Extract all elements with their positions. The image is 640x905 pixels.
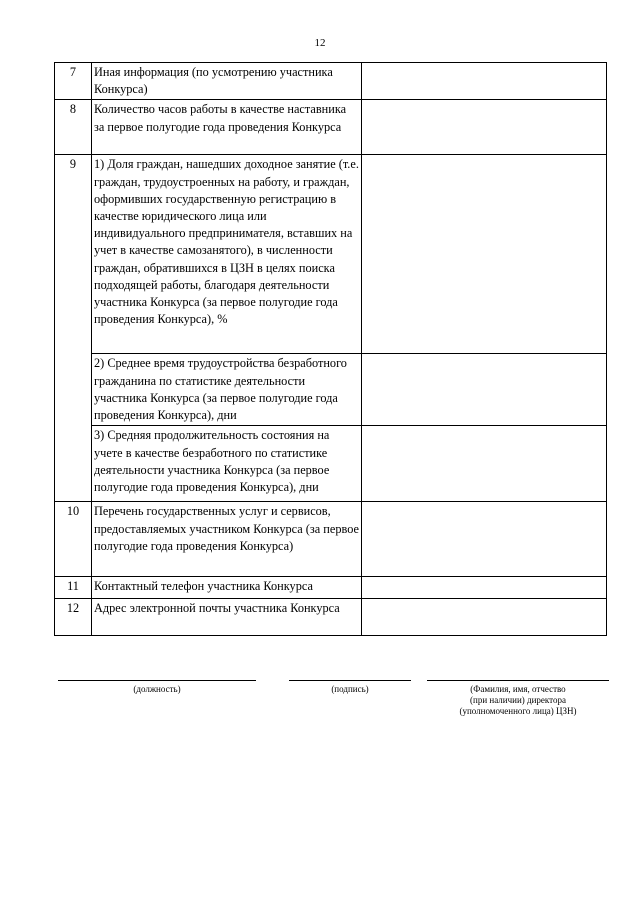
row-number: 9 — [55, 155, 92, 502]
name-caption-line: (при наличии) директора — [470, 695, 566, 705]
signature-caption: (подпись) — [331, 684, 369, 694]
table-row — [55, 100, 607, 155]
row-value-cell[interactable] — [362, 577, 607, 599]
signature-block — [289, 680, 411, 695]
row-description: Перечень государственных услуг и сервисов, предоставляемых участником Конкурса (за первое полугодие года проведения Конкурса) — [92, 502, 362, 577]
row-number: 7 — [55, 63, 92, 100]
row-value-cell[interactable] — [362, 100, 607, 155]
table-row — [55, 502, 607, 577]
table-row — [55, 599, 607, 636]
row-description: Количество часов работы в качестве наставника за первое полугодие года проведения Конкурса — [92, 100, 362, 155]
page-number: 12 — [314, 37, 326, 49]
row-value-cell[interactable] — [362, 502, 607, 577]
row-value-cell[interactable] — [362, 63, 607, 100]
position-caption: (должность) — [133, 684, 181, 694]
table-row — [55, 426, 607, 502]
name-caption — [427, 684, 609, 717]
row-value-cell[interactable] — [362, 599, 607, 636]
table-row — [55, 354, 607, 426]
row-number: 11 — [55, 577, 92, 599]
row-value-cell[interactable] — [362, 354, 607, 426]
table-row — [55, 577, 607, 599]
name-caption-line: (Фамилия, имя, отчество — [470, 684, 566, 694]
row-number: 8 — [55, 100, 92, 155]
table-row — [55, 63, 607, 100]
name-caption-line: (уполномоченного лица) ЦЗН) — [459, 706, 577, 716]
name-line[interactable] — [427, 680, 609, 681]
name-signature-block — [427, 680, 609, 717]
row-number: 10 — [55, 502, 92, 577]
signature-line[interactable] — [289, 680, 411, 681]
application-form-table — [54, 62, 607, 636]
row-number: 12 — [55, 599, 92, 636]
position-signature-block — [58, 680, 256, 695]
row-description: 1) Доля граждан, нашедших доходное занятие (т.е. граждан, трудоустроенных на работу, и граждан, оформивших государственную регистрацию в качестве юридического лица или индивидуального предпринимателя, вставших на учет в качестве самозанятого), в численности граждан, обратившихся в ЦЗН в целях поиска подходящей работы, благодаря деятельности участника Конкурса (за первое полугодие года проведения Конкурса), % — [92, 155, 362, 354]
row-description: Адрес электронной почты участника Конкурса — [92, 599, 362, 636]
row-description: Контактный телефон участника Конкурса — [92, 577, 362, 599]
row-value-cell[interactable] — [362, 155, 607, 354]
row-value-cell[interactable] — [362, 426, 607, 502]
row-description: Иная информация (по усмотрению участника Конкурса) — [92, 63, 362, 100]
table-row — [55, 155, 607, 354]
row-description: 2) Среднее время трудоустройства безработного гражданина по статистике деятельности участника Конкурса (за первое полугодие года проведения Конкурса), дни — [92, 354, 362, 426]
position-line[interactable] — [58, 680, 256, 681]
row-description: 3) Средняя продолжительность состояния на учете в качестве безработного по статистике деятельности участника Конкурса (за первое полугодие года проведения Конкурса), дни — [92, 426, 362, 502]
